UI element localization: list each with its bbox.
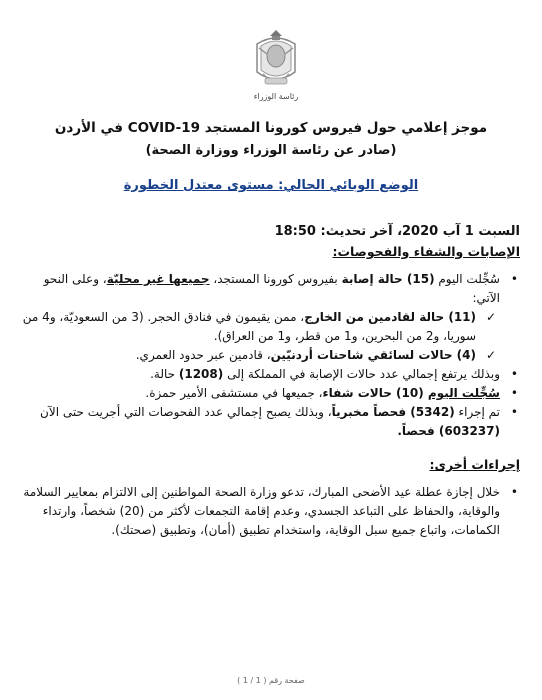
measures-list: [22, 483, 520, 540]
bullet-icon: •: [510, 367, 518, 381]
list-item: • خلال إجازة عطلة عيد الأضحى المبارك، تدعو وزارة الصحة المواطنين إلى الالتزام بمعايير السلامة والوقاية، والحفاظ على التباعد الجسدي، وعدم إقامة التجمعات لأكثر من (20) شخصاً، وارتداء الكمامات، واتباع جميع سبل الوقاية، واستخدام تطبيق (أمان)، وتطبيق (صحتك).: [23, 485, 518, 537]
list-item: • سُجِّلت اليوم (15) حالة إصابة بفيروس كورونا المستجد، جميعها غير محليّة، وعلى النحو الآتي:: [43, 272, 518, 305]
section-heading-cases: الإصابات والشفاء والفحوصات:: [332, 244, 520, 259]
list-item: • تم إجراء (5342) فحصاً مخبرياً، وبذلك يصبح إجمالي عدد الفحوصات التي أجريت حتى الآن (603237) فحصاً.: [40, 405, 518, 438]
emblem-caption: رئاسة الوزراء: [253, 92, 299, 101]
section-heading-other-measures: إجراءات أخرى:: [429, 457, 520, 472]
dateline: السبت 1 آب 2020، آخر تحديث: 18:50: [274, 224, 520, 239]
bullet-icon: •: [510, 485, 518, 499]
document-subtitle: (صادر عن رئاسة الوزراء ووزارة الصحة): [145, 143, 397, 158]
check-icon: ✓: [485, 348, 496, 362]
cases-list: [22, 270, 520, 441]
jordan-coat-of-arms-icon: [251, 28, 301, 92]
bullet-icon: •: [510, 272, 518, 286]
document-title: موجز إعلامي حول فيروس كورونا المستجد COVID-19 في الأردن: [54, 120, 488, 136]
list-item: ✓ (4) حالات لسائقي شاحنات أردنيّين، قادمين عبر حدود العمري.: [22, 346, 520, 365]
check-icon: ✓: [485, 310, 496, 324]
page-number: صفحة رقم ( 1 / 1 ): [237, 676, 305, 685]
list-item: ✓ (11) حالة لقادمين من الخارج، ممن يقيمون في فنادق الحجر. (3 من السعوديّة، و4 من سوريا، و2 من البحرين، و1 من قطر، و1 من العراق).: [22, 310, 496, 343]
list-item: • سُجِّلت اليوم (10) حالات شفاء، جميعها في مستشفى الأمير حمزة.: [22, 384, 520, 403]
bullet-icon: •: [510, 386, 518, 400]
list-item: • وبذلك يرتفع إجمالي عدد حالات الإصابة في المملكة إلى (1208) حالة.: [22, 365, 520, 384]
epidemic-status: الوضع الوبائي الحالي: مستوى معتدل الخطورة: [123, 178, 419, 193]
bullet-icon: •: [510, 405, 518, 419]
